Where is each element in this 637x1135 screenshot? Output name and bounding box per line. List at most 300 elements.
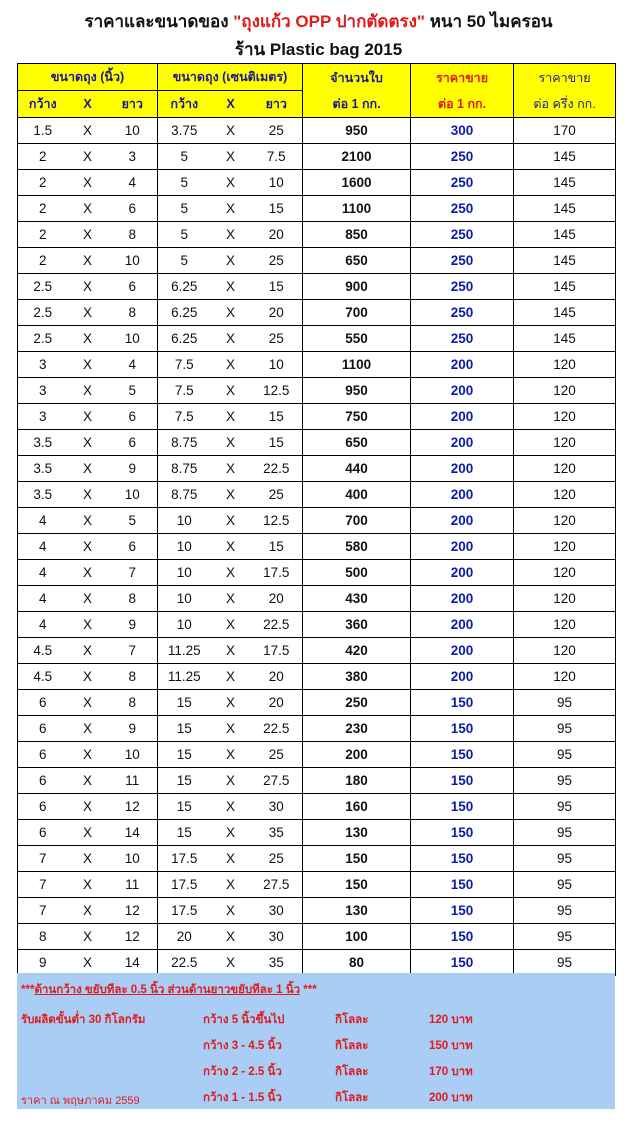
cell-count-per-kg: 100: [303, 924, 411, 950]
table-row: [18, 664, 616, 690]
cell-cm-x: X: [211, 274, 251, 300]
cell-inch-width: 2.5: [18, 274, 68, 300]
cell-cm-x: X: [211, 196, 251, 222]
cell-price-per-kg: 200: [411, 560, 514, 586]
footer-min-order: รับผลิตขั้นต่ำ 30 กิโลกรัม: [21, 1014, 146, 1026]
cell-cm-width: 15: [158, 716, 211, 742]
cell-price-per-kg: 150: [411, 872, 514, 898]
cell-inch-x: X: [68, 274, 108, 300]
cell-cm-length: 35: [251, 950, 303, 976]
cell-price-per-kg: 200: [411, 378, 514, 404]
cell-price-half-kg: 95: [514, 716, 616, 742]
cell-price-half-kg: 120: [514, 404, 616, 430]
cell-price-per-kg: 250: [411, 222, 514, 248]
cell-inch-x: X: [68, 872, 108, 898]
cell-cm-x: X: [211, 664, 251, 690]
cell-cm-length: 30: [251, 924, 303, 950]
cell-inch-width: 4.5: [18, 638, 68, 664]
header-inch-x: X: [68, 91, 108, 118]
cell-inch-length: 10: [108, 482, 158, 508]
table-row: [18, 118, 616, 144]
cell-inch-length: 11: [108, 768, 158, 794]
cell-inch-x: X: [68, 170, 108, 196]
cell-count-per-kg: 250: [303, 690, 411, 716]
cell-cm-length: 17.5: [251, 638, 303, 664]
cell-inch-length: 5: [108, 508, 158, 534]
cell-cm-x: X: [211, 404, 251, 430]
table-row: [18, 560, 616, 586]
cell-price-half-kg: 95: [514, 768, 616, 794]
cell-cm-length: 30: [251, 898, 303, 924]
cell-inch-length: 6: [108, 534, 158, 560]
tier-width: กว้าง 2 - 2.5 นิ้ว: [203, 1066, 282, 1078]
cell-cm-width: 15: [158, 742, 211, 768]
tier-per: กิโลละ: [335, 1066, 369, 1078]
cell-price-half-kg: 95: [514, 794, 616, 820]
cell-inch-x: X: [68, 404, 108, 430]
cell-price-per-kg: 200: [411, 508, 514, 534]
header-price-half-kg: [514, 64, 616, 118]
cell-price-per-kg: 250: [411, 274, 514, 300]
cell-price-per-kg: 150: [411, 846, 514, 872]
cell-count-per-kg: 580: [303, 534, 411, 560]
cell-count-per-kg: 360: [303, 612, 411, 638]
cell-inch-width: 3: [18, 378, 68, 404]
table-row: [18, 144, 616, 170]
header-size-inch: ขนาดถุง (นิ้ว): [18, 64, 158, 91]
cell-price-half-kg: 95: [514, 820, 616, 846]
tier-per: กิโลละ: [335, 1014, 369, 1026]
cell-price-half-kg: 120: [514, 664, 616, 690]
cell-inch-width: 6: [18, 794, 68, 820]
table-row: [18, 794, 616, 820]
cell-cm-x: X: [211, 170, 251, 196]
cell-price-per-kg: 150: [411, 690, 514, 716]
cell-inch-length: 14: [108, 820, 158, 846]
cell-inch-length: 6: [108, 196, 158, 222]
cell-inch-length: 8: [108, 690, 158, 716]
cell-inch-length: 6: [108, 404, 158, 430]
footer-note-prefix: ***: [21, 984, 35, 996]
cell-cm-x: X: [211, 586, 251, 612]
cell-count-per-kg: 500: [303, 560, 411, 586]
table-row: [18, 326, 616, 352]
tier-price: 200 บาท: [429, 1092, 473, 1104]
table-row: [18, 378, 616, 404]
header-price-kg: [411, 64, 514, 118]
cell-cm-x: X: [211, 378, 251, 404]
cell-count-per-kg: 950: [303, 118, 411, 144]
cell-count-per-kg: 950: [303, 378, 411, 404]
cell-price-half-kg: 170: [514, 118, 616, 144]
cell-cm-x: X: [211, 352, 251, 378]
cell-inch-x: X: [68, 352, 108, 378]
cell-cm-width: 15: [158, 768, 211, 794]
cell-cm-width: 5: [158, 144, 211, 170]
cell-count-per-kg: 380: [303, 664, 411, 690]
cell-inch-x: X: [68, 794, 108, 820]
cell-count-per-kg: 150: [303, 846, 411, 872]
cell-price-per-kg: 200: [411, 482, 514, 508]
cell-cm-width: 5: [158, 196, 211, 222]
cell-inch-length: 4: [108, 170, 158, 196]
cell-price-half-kg: 145: [514, 196, 616, 222]
cell-cm-width: 15: [158, 820, 211, 846]
table-row: [18, 300, 616, 326]
cell-cm-width: 10: [158, 560, 211, 586]
table-row: [18, 924, 616, 950]
table-header: [18, 64, 616, 118]
cell-inch-length: 9: [108, 456, 158, 482]
cell-cm-width: 5: [158, 170, 211, 196]
cell-cm-width: 10: [158, 612, 211, 638]
cell-cm-length: 22.5: [251, 716, 303, 742]
cell-price-per-kg: 150: [411, 742, 514, 768]
tier-width: กว้าง 1 - 1.5 นิ้ว: [203, 1092, 282, 1104]
cell-price-half-kg: 120: [514, 534, 616, 560]
cell-inch-width: 7: [18, 846, 68, 872]
cell-cm-length: 25: [251, 482, 303, 508]
cell-cm-length: 15: [251, 196, 303, 222]
cell-cm-width: 22.5: [158, 950, 211, 976]
cell-inch-x: X: [68, 742, 108, 768]
cell-inch-length: 7: [108, 638, 158, 664]
cell-inch-x: X: [68, 482, 108, 508]
cell-cm-length: 12.5: [251, 508, 303, 534]
header-price-half-kg-line-2: ต่อ ครึ่ง กก.: [533, 96, 596, 111]
tier-price: 120 บาท: [429, 1014, 473, 1026]
cell-count-per-kg: 200: [303, 742, 411, 768]
cell-inch-x: X: [68, 820, 108, 846]
cell-price-per-kg: 250: [411, 196, 514, 222]
cell-cm-x: X: [211, 222, 251, 248]
cell-cm-length: 25: [251, 118, 303, 144]
cell-inch-length: 10: [108, 326, 158, 352]
title-suffix: หนา 50 ไมครอน: [424, 12, 553, 31]
cell-inch-x: X: [68, 690, 108, 716]
tier-width: กว้าง 3 - 4.5 นิ้ว: [203, 1040, 282, 1052]
title-product-name: "ถุงแก้ว OPP ปากตัดตรง": [233, 12, 425, 31]
cell-inch-length: 6: [108, 430, 158, 456]
cell-cm-length: 15: [251, 274, 303, 300]
cell-price-half-kg: 95: [514, 690, 616, 716]
cell-count-per-kg: 430: [303, 586, 411, 612]
cell-inch-length: 12: [108, 794, 158, 820]
cell-inch-x: X: [68, 248, 108, 274]
tier-width: กว้าง 5 นิ้วขึ้นไป: [203, 1014, 285, 1026]
cell-inch-width: 4: [18, 508, 68, 534]
cell-inch-x: X: [68, 430, 108, 456]
cell-count-per-kg: 1100: [303, 196, 411, 222]
cell-price-per-kg: 150: [411, 898, 514, 924]
cell-inch-width: 3.5: [18, 430, 68, 456]
table-row: [18, 716, 616, 742]
cell-count-per-kg: 150: [303, 872, 411, 898]
title-prefix: ราคาและขนาดของ: [84, 12, 234, 31]
cell-cm-x: X: [211, 248, 251, 274]
cell-cm-width: 6.25: [158, 300, 211, 326]
cell-inch-length: 10: [108, 846, 158, 872]
cell-inch-x: X: [68, 586, 108, 612]
table-row: [18, 482, 616, 508]
cell-price-half-kg: 145: [514, 326, 616, 352]
cell-inch-length: 9: [108, 612, 158, 638]
cell-inch-x: X: [68, 898, 108, 924]
cell-inch-length: 3: [108, 144, 158, 170]
cell-cm-x: X: [211, 326, 251, 352]
tier-per: กิโลละ: [335, 1040, 369, 1052]
cell-inch-x: X: [68, 638, 108, 664]
cell-inch-width: 3.5: [18, 456, 68, 482]
cell-count-per-kg: 180: [303, 768, 411, 794]
cell-price-half-kg: 120: [514, 352, 616, 378]
cell-inch-width: 3.5: [18, 482, 68, 508]
cell-count-per-kg: 440: [303, 456, 411, 482]
cell-price-half-kg: 95: [514, 742, 616, 768]
cell-count-per-kg: 2100: [303, 144, 411, 170]
cell-price-per-kg: 200: [411, 638, 514, 664]
cell-inch-width: 3: [18, 352, 68, 378]
cell-inch-length: 8: [108, 222, 158, 248]
cell-inch-width: 7: [18, 872, 68, 898]
cell-inch-x: X: [68, 326, 108, 352]
cell-cm-x: X: [211, 820, 251, 846]
cell-count-per-kg: 550: [303, 326, 411, 352]
cell-cm-width: 8.75: [158, 430, 211, 456]
cell-inch-width: 3: [18, 404, 68, 430]
cell-inch-length: 5: [108, 378, 158, 404]
cell-price-half-kg: 120: [514, 508, 616, 534]
cell-inch-width: 2: [18, 144, 68, 170]
cell-price-half-kg: 120: [514, 586, 616, 612]
cell-cm-length: 12.5: [251, 378, 303, 404]
cell-inch-width: 2: [18, 196, 68, 222]
cell-price-per-kg: 150: [411, 820, 514, 846]
cell-cm-length: 10: [251, 352, 303, 378]
cell-count-per-kg: 400: [303, 482, 411, 508]
cell-price-half-kg: 120: [514, 378, 616, 404]
cell-inch-x: X: [68, 924, 108, 950]
price-table: [17, 63, 616, 976]
cell-inch-width: 4: [18, 560, 68, 586]
cell-inch-length: 12: [108, 924, 158, 950]
cell-cm-length: 25: [251, 846, 303, 872]
cell-cm-length: 35: [251, 820, 303, 846]
cell-inch-width: 2.5: [18, 300, 68, 326]
cell-cm-width: 3.75: [158, 118, 211, 144]
cell-price-per-kg: 300: [411, 118, 514, 144]
cell-price-half-kg: 120: [514, 638, 616, 664]
cell-inch-length: 10: [108, 248, 158, 274]
table-row: [18, 352, 616, 378]
cell-inch-width: 1.5: [18, 118, 68, 144]
cell-cm-x: X: [211, 690, 251, 716]
cell-inch-x: X: [68, 768, 108, 794]
cell-cm-length: 7.5: [251, 144, 303, 170]
table-row: [18, 170, 616, 196]
cell-price-half-kg: 95: [514, 924, 616, 950]
cell-count-per-kg: 700: [303, 508, 411, 534]
table-row: [18, 404, 616, 430]
cell-inch-length: 10: [108, 118, 158, 144]
header-count-line-2: ต่อ 1 กก.: [332, 96, 381, 111]
cell-cm-x: X: [211, 534, 251, 560]
tier-per: กิโลละ: [335, 1092, 369, 1104]
table-row: [18, 586, 616, 612]
cell-cm-width: 6.25: [158, 274, 211, 300]
table-row: [18, 274, 616, 300]
footer-price-date: ราคา ณ พฤษภาคม 2559: [21, 1095, 140, 1107]
cell-price-per-kg: 200: [411, 430, 514, 456]
page-title-line-2: ร้าน Plastic bag 2015: [234, 40, 403, 59]
cell-inch-x: X: [68, 534, 108, 560]
cell-cm-length: 20: [251, 664, 303, 690]
cell-inch-length: 10: [108, 742, 158, 768]
cell-inch-width: 6: [18, 768, 68, 794]
cell-cm-length: 25: [251, 326, 303, 352]
cell-price-per-kg: 200: [411, 456, 514, 482]
cell-count-per-kg: 650: [303, 430, 411, 456]
footer-note: [21, 981, 317, 999]
cell-cm-x: X: [211, 924, 251, 950]
cell-inch-width: 2: [18, 248, 68, 274]
cell-inch-x: X: [68, 846, 108, 872]
table-row: [18, 248, 616, 274]
cell-price-per-kg: 250: [411, 170, 514, 196]
cell-price-half-kg: 120: [514, 456, 616, 482]
table-row: [18, 612, 616, 638]
cell-cm-x: X: [211, 456, 251, 482]
cell-price-half-kg: 145: [514, 144, 616, 170]
cell-inch-width: 6: [18, 820, 68, 846]
cell-cm-x: X: [211, 482, 251, 508]
cell-price-half-kg: 120: [514, 430, 616, 456]
cell-cm-width: 20: [158, 924, 211, 950]
cell-inch-length: 6: [108, 274, 158, 300]
table-row: [18, 638, 616, 664]
cell-inch-width: 9: [18, 950, 68, 976]
cell-count-per-kg: 850: [303, 222, 411, 248]
table-row: [18, 846, 616, 872]
cell-inch-width: 4: [18, 612, 68, 638]
cell-cm-width: 17.5: [158, 872, 211, 898]
cell-cm-length: 15: [251, 534, 303, 560]
cell-inch-x: X: [68, 508, 108, 534]
footer-note-main: ด้านกว้าง ขยับทีละ 0.5 นิ้ว ส่วนด้านยาวขยับทีละ 1 นิ้ว: [34, 984, 301, 996]
cell-cm-x: X: [211, 508, 251, 534]
table-row: [18, 430, 616, 456]
cell-price-per-kg: 200: [411, 586, 514, 612]
cell-inch-x: X: [68, 560, 108, 586]
cell-inch-x: X: [68, 950, 108, 976]
cell-inch-x: X: [68, 456, 108, 482]
cell-inch-width: 4.5: [18, 664, 68, 690]
cell-inch-length: 8: [108, 300, 158, 326]
cell-inch-x: X: [68, 196, 108, 222]
cell-cm-length: 15: [251, 404, 303, 430]
cell-cm-x: X: [211, 638, 251, 664]
cell-inch-x: X: [68, 664, 108, 690]
table-row: [18, 222, 616, 248]
table-row: [18, 534, 616, 560]
cell-inch-width: 2: [18, 170, 68, 196]
table-row: [18, 196, 616, 222]
cell-cm-length: 20: [251, 690, 303, 716]
cell-price-half-kg: 145: [514, 274, 616, 300]
cell-cm-width: 15: [158, 794, 211, 820]
cell-inch-x: X: [68, 222, 108, 248]
page-title-line-1: [0, 8, 637, 35]
cell-price-half-kg: 120: [514, 612, 616, 638]
cell-price-per-kg: 150: [411, 768, 514, 794]
cell-cm-width: 11.25: [158, 664, 211, 690]
cell-cm-width: 5: [158, 248, 211, 274]
header-count: [303, 64, 411, 118]
cell-inch-width: 6: [18, 742, 68, 768]
cell-cm-x: X: [211, 846, 251, 872]
cell-count-per-kg: 900: [303, 274, 411, 300]
footer-panel: [17, 973, 615, 1109]
cell-inch-x: X: [68, 612, 108, 638]
table-row: [18, 508, 616, 534]
header-count-line-1: จำนวนใบ: [330, 70, 383, 85]
cell-price-per-kg: 150: [411, 794, 514, 820]
cell-count-per-kg: 130: [303, 898, 411, 924]
table-row: [18, 768, 616, 794]
cell-cm-width: 7.5: [158, 378, 211, 404]
cell-cm-length: 22.5: [251, 456, 303, 482]
cell-cm-width: 7.5: [158, 352, 211, 378]
cell-price-per-kg: 150: [411, 924, 514, 950]
table-row: [18, 456, 616, 482]
cell-cm-x: X: [211, 612, 251, 638]
cell-inch-width: 4: [18, 534, 68, 560]
cell-price-half-kg: 95: [514, 898, 616, 924]
table-row: [18, 872, 616, 898]
cell-inch-width: 2: [18, 222, 68, 248]
cell-cm-length: 17.5: [251, 560, 303, 586]
cell-price-per-kg: 200: [411, 404, 514, 430]
header-price-kg-line-2: ต่อ 1 กก.: [437, 96, 487, 111]
cell-price-per-kg: 200: [411, 534, 514, 560]
table-row: [18, 820, 616, 846]
cell-cm-length: 30: [251, 794, 303, 820]
cell-count-per-kg: 160: [303, 794, 411, 820]
cell-cm-width: 10: [158, 508, 211, 534]
header-inch-length: ยาว: [108, 91, 158, 118]
header-price-half-kg-line-1: ราคาขาย: [538, 70, 591, 85]
cell-count-per-kg: 750: [303, 404, 411, 430]
cell-inch-width: 2.5: [18, 326, 68, 352]
cell-inch-width: 6: [18, 690, 68, 716]
cell-inch-width: 6: [18, 716, 68, 742]
cell-price-half-kg: 95: [514, 950, 616, 976]
cell-cm-length: 20: [251, 586, 303, 612]
cell-price-half-kg: 145: [514, 222, 616, 248]
table-row: [18, 898, 616, 924]
cell-cm-x: X: [211, 898, 251, 924]
cell-cm-x: X: [211, 300, 251, 326]
cell-inch-length: 4: [108, 352, 158, 378]
cell-inch-width: 4: [18, 586, 68, 612]
cell-price-per-kg: 200: [411, 612, 514, 638]
cell-cm-length: 27.5: [251, 768, 303, 794]
cell-cm-x: X: [211, 144, 251, 170]
header-cm-width: กว้าง: [158, 91, 211, 118]
cell-cm-x: X: [211, 742, 251, 768]
cell-cm-width: 10: [158, 586, 211, 612]
cell-inch-length: 9: [108, 716, 158, 742]
